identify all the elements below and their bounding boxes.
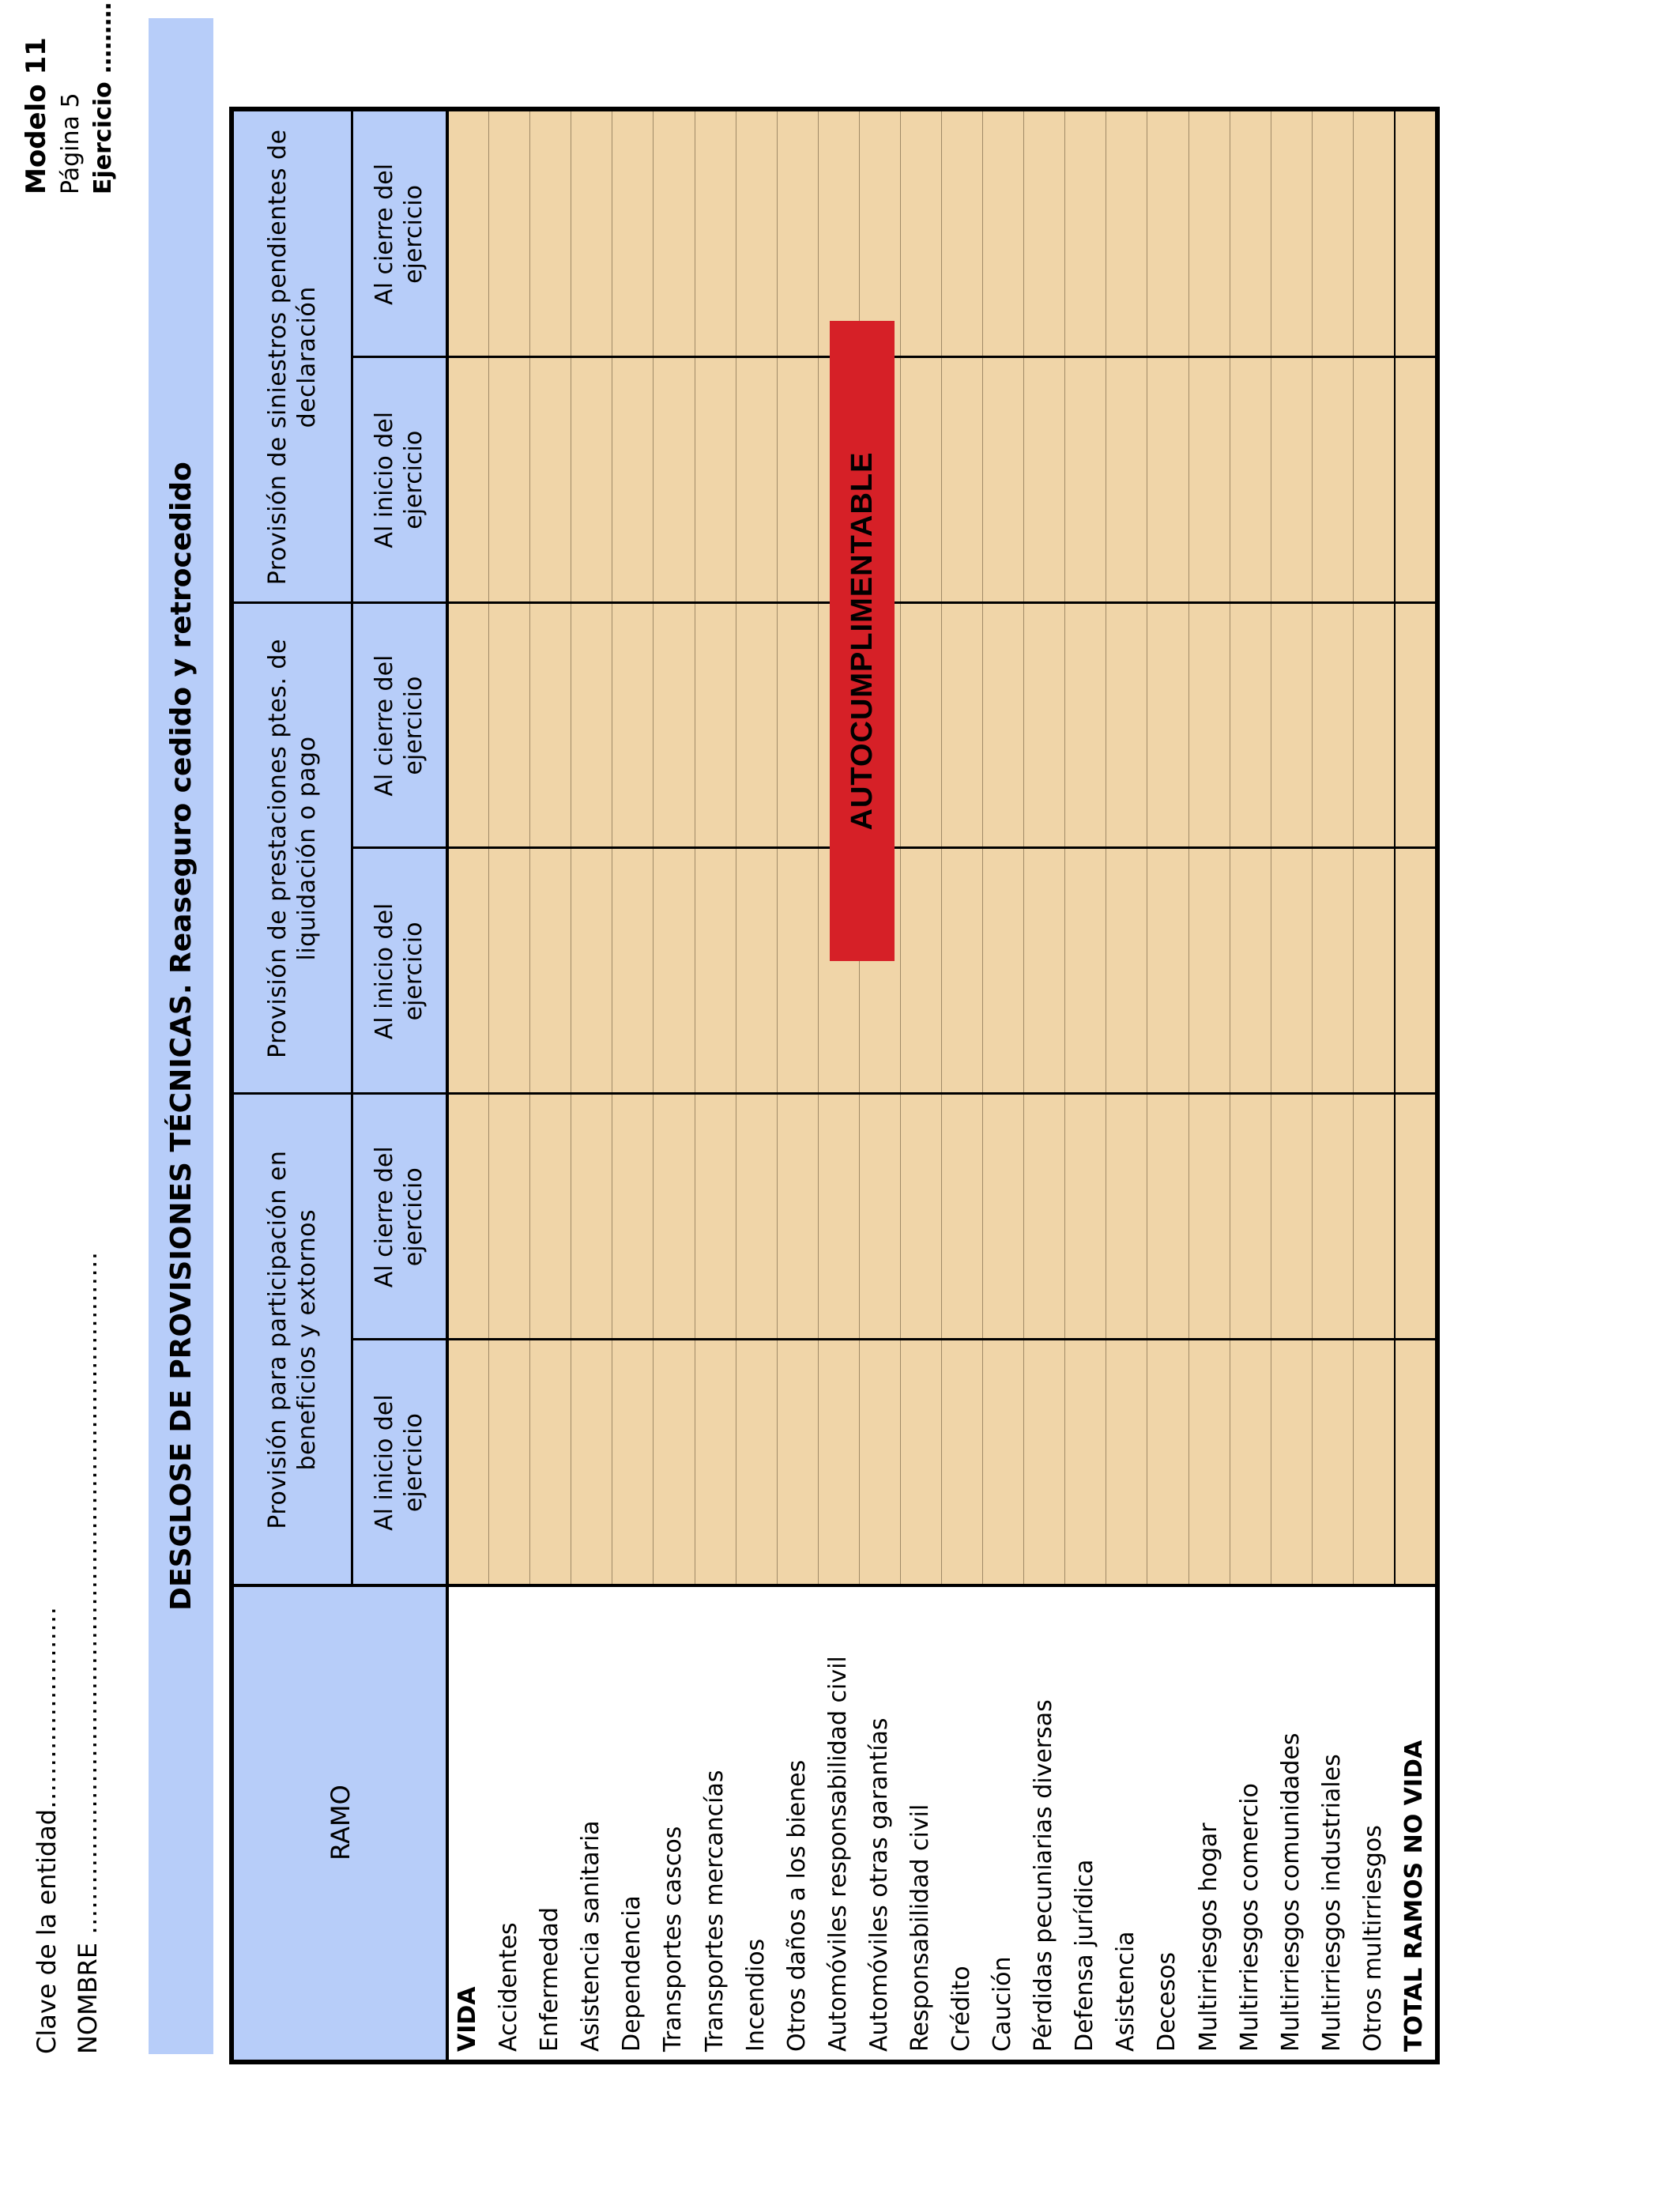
data-cell[interactable] bbox=[1064, 849, 1106, 1095]
row-label: Transportes cascos bbox=[659, 1826, 687, 2052]
data-cell[interactable] bbox=[777, 1094, 818, 1340]
data-cell[interactable] bbox=[529, 1094, 571, 1340]
sub-header: Al inicio del ejercicio bbox=[370, 1394, 428, 1531]
row-label: Decesos bbox=[1153, 1951, 1181, 2052]
row-label: TOTAL RAMOS NO VIDA bbox=[1399, 1740, 1428, 2052]
data-cell[interactable] bbox=[1188, 357, 1230, 603]
row-label: Enfermedad bbox=[536, 1907, 564, 2052]
data-cell[interactable] bbox=[1312, 603, 1353, 849]
data-cell[interactable] bbox=[1064, 603, 1106, 849]
data-cell[interactable] bbox=[447, 357, 488, 603]
data-cell[interactable] bbox=[1188, 111, 1230, 357]
data-cell[interactable] bbox=[612, 849, 653, 1095]
data-cell[interactable] bbox=[1230, 603, 1271, 849]
data-cell[interactable] bbox=[1353, 1340, 1394, 1585]
data-cell[interactable] bbox=[1271, 357, 1312, 603]
data-cell[interactable] bbox=[653, 849, 694, 1095]
data-cell[interactable] bbox=[1188, 849, 1230, 1095]
data-cell[interactable] bbox=[982, 1340, 1023, 1585]
data-cell[interactable] bbox=[1271, 111, 1312, 357]
data-cell[interactable] bbox=[941, 849, 982, 1095]
data-cell[interactable] bbox=[612, 1094, 653, 1340]
data-cell[interactable] bbox=[1353, 603, 1394, 849]
data-cell[interactable] bbox=[941, 603, 982, 849]
data-cell[interactable] bbox=[571, 849, 612, 1095]
data-cell[interactable] bbox=[1106, 1094, 1147, 1340]
data-cell[interactable] bbox=[1230, 1340, 1271, 1585]
data-cell[interactable] bbox=[1188, 1094, 1230, 1340]
data-cell[interactable] bbox=[695, 1340, 736, 1585]
data-cell[interactable] bbox=[1271, 603, 1312, 849]
data-cell[interactable] bbox=[1312, 1094, 1353, 1340]
data-cell[interactable] bbox=[1147, 849, 1188, 1095]
row-label: Transportes mercancías bbox=[700, 1770, 729, 2052]
data-cell[interactable] bbox=[447, 1094, 488, 1340]
data-cell[interactable] bbox=[653, 111, 694, 357]
data-cell[interactable] bbox=[571, 603, 612, 849]
data-cell[interactable] bbox=[777, 111, 818, 357]
data-cell[interactable] bbox=[1064, 111, 1106, 357]
data-cell[interactable] bbox=[1023, 357, 1064, 603]
data-cell[interactable] bbox=[1023, 1094, 1064, 1340]
data-cell[interactable] bbox=[900, 1094, 941, 1340]
data-cell[interactable] bbox=[1147, 1094, 1188, 1340]
data-cell[interactable] bbox=[818, 1094, 859, 1340]
data-cell[interactable] bbox=[1106, 603, 1147, 849]
data-cell[interactable] bbox=[1271, 1094, 1312, 1340]
data-cell[interactable] bbox=[736, 111, 777, 357]
data-cell[interactable] bbox=[900, 357, 941, 603]
data-cell[interactable] bbox=[488, 111, 529, 357]
data-cell[interactable] bbox=[1064, 1094, 1106, 1340]
clave-entidad-field[interactable]: Clave de la entidad…………………… bbox=[32, 1606, 62, 2054]
data-cell[interactable] bbox=[1188, 1340, 1230, 1585]
data-cell[interactable] bbox=[529, 849, 571, 1095]
row-label: Crédito bbox=[947, 1966, 976, 2052]
row-label: Automóviles responsabilidad civil bbox=[823, 1656, 852, 2052]
data-cell[interactable] bbox=[612, 603, 653, 849]
data-cell[interactable] bbox=[1353, 111, 1394, 357]
data-cell[interactable] bbox=[1394, 1094, 1435, 1340]
data-cell[interactable] bbox=[1394, 603, 1435, 849]
data-cell[interactable] bbox=[1230, 1094, 1271, 1340]
data-cell[interactable] bbox=[1106, 111, 1147, 357]
row-label: Multirriesgos comunidades bbox=[1276, 1732, 1305, 2052]
data-cell[interactable] bbox=[900, 1340, 941, 1585]
data-cell[interactable] bbox=[1312, 111, 1353, 357]
nombre-field[interactable]: NOMBRE ……………………………………………………………………… bbox=[73, 1251, 103, 2054]
row-label: Responsabilidad civil bbox=[906, 1804, 934, 2052]
row-label: Multirriesgos hogar bbox=[1194, 1823, 1222, 2052]
ramo-header: RAMO bbox=[326, 1785, 356, 1860]
row-label: Defensa jurídica bbox=[1071, 1859, 1099, 2052]
row-label: VIDA bbox=[454, 1986, 482, 2052]
data-cell[interactable] bbox=[571, 357, 612, 603]
data-cell[interactable] bbox=[1023, 1340, 1064, 1585]
data-cell[interactable] bbox=[1230, 357, 1271, 603]
page-meta bbox=[21, 2, 117, 194]
data-cell[interactable] bbox=[447, 1340, 488, 1585]
data-cell[interactable] bbox=[695, 849, 736, 1095]
sub-header: Al cierre del ejercicio bbox=[370, 163, 428, 305]
data-cell[interactable] bbox=[1147, 603, 1188, 849]
row-label: Multirriesgos industriales bbox=[1317, 1754, 1346, 2052]
row-label: Dependencia bbox=[618, 1895, 646, 2052]
row-label: Otros daños a los bienes bbox=[782, 1759, 811, 2052]
data-cell[interactable] bbox=[1023, 849, 1064, 1095]
data-cell[interactable] bbox=[1353, 1094, 1394, 1340]
data-cell[interactable] bbox=[1394, 357, 1435, 603]
data-cell[interactable] bbox=[571, 1340, 612, 1585]
group-header: Provisión para participación en beneficios y extornos bbox=[263, 1150, 321, 1529]
data-cell[interactable] bbox=[488, 603, 529, 849]
row-label: Pérdidas pecuniarias diversas bbox=[1030, 1699, 1058, 2052]
data-cell[interactable] bbox=[1312, 357, 1353, 603]
data-cell[interactable] bbox=[900, 603, 941, 849]
row-label: Accidentes bbox=[495, 1922, 523, 2052]
data-cell[interactable] bbox=[777, 357, 818, 603]
data-cell[interactable] bbox=[488, 1340, 529, 1585]
data-cell[interactable] bbox=[859, 1094, 900, 1340]
data-cell[interactable] bbox=[982, 603, 1023, 849]
data-cell[interactable] bbox=[1023, 111, 1064, 357]
data-cell[interactable] bbox=[1188, 603, 1230, 849]
data-cell[interactable] bbox=[488, 849, 529, 1095]
ejercicio-field[interactable]: Ejercicio ……… bbox=[89, 2, 117, 194]
sub-header: Al inicio del ejercicio bbox=[370, 903, 428, 1040]
data-cell[interactable] bbox=[736, 603, 777, 849]
row-label: Caución bbox=[989, 1956, 1017, 2052]
group-header: Provisión de prestaciones ptes. de liquidación o pago bbox=[263, 639, 321, 1058]
data-cell[interactable] bbox=[777, 603, 818, 849]
sub-header: Al inicio del ejercicio bbox=[370, 411, 428, 548]
data-cell[interactable] bbox=[1064, 357, 1106, 603]
group-header: Provisión de siniestros pendientes de declaración bbox=[263, 129, 321, 586]
data-cell[interactable] bbox=[1106, 357, 1147, 603]
data-cell[interactable] bbox=[1023, 603, 1064, 849]
data-cell[interactable] bbox=[1312, 849, 1353, 1095]
data-cell[interactable] bbox=[941, 1094, 982, 1340]
data-cell[interactable] bbox=[653, 357, 694, 603]
data-cell[interactable] bbox=[859, 1340, 900, 1585]
data-cell[interactable] bbox=[529, 111, 571, 357]
data-cell[interactable] bbox=[1312, 1340, 1353, 1585]
data-cell[interactable] bbox=[777, 1340, 818, 1585]
data-cell[interactable] bbox=[695, 357, 736, 603]
data-cell[interactable] bbox=[1394, 1340, 1435, 1585]
data-cell[interactable] bbox=[777, 849, 818, 1095]
data-cell[interactable] bbox=[695, 111, 736, 357]
data-cell[interactable] bbox=[1353, 849, 1394, 1095]
data-cell[interactable] bbox=[941, 357, 982, 603]
data-cell[interactable] bbox=[447, 603, 488, 849]
data-cell[interactable] bbox=[1230, 849, 1271, 1095]
data-cell[interactable] bbox=[612, 111, 653, 357]
row-label: Automóviles otras garantías bbox=[864, 1717, 893, 2052]
data-cell[interactable] bbox=[653, 1094, 694, 1340]
data-cell[interactable] bbox=[736, 849, 777, 1095]
data-cell[interactable] bbox=[695, 603, 736, 849]
row-label: Incendios bbox=[741, 1938, 770, 2052]
data-cell[interactable] bbox=[1147, 111, 1188, 357]
data-cell[interactable] bbox=[488, 357, 529, 603]
data-cell[interactable] bbox=[982, 111, 1023, 357]
data-cell[interactable] bbox=[941, 111, 982, 357]
data-cell[interactable] bbox=[612, 357, 653, 603]
data-cell[interactable] bbox=[982, 357, 1023, 603]
data-cell[interactable] bbox=[1147, 1340, 1188, 1585]
data-cell[interactable] bbox=[571, 111, 612, 357]
data-cell[interactable] bbox=[1147, 357, 1188, 603]
data-cell[interactable] bbox=[1106, 1340, 1147, 1585]
page-title: DESGLOSE DE PROVISIONES TÉCNICAS. Reaseguro cedido y retrocedido bbox=[149, 18, 213, 2054]
data-cell[interactable] bbox=[1064, 1340, 1106, 1585]
data-cell[interactable] bbox=[941, 1340, 982, 1585]
data-cell[interactable] bbox=[695, 1094, 736, 1340]
data-cell[interactable] bbox=[1394, 849, 1435, 1095]
data-cell[interactable] bbox=[736, 357, 777, 603]
sub-header: Al cierre del ejercicio bbox=[370, 654, 428, 797]
data-cell[interactable] bbox=[529, 603, 571, 849]
data-cell[interactable] bbox=[447, 849, 488, 1095]
row-label: Asistencia bbox=[1112, 1931, 1140, 2052]
modelo-label: Modelo 11 bbox=[21, 37, 52, 194]
row-label: Otros multirriesgos bbox=[1358, 1825, 1387, 2052]
data-cell[interactable] bbox=[1394, 111, 1435, 357]
data-cell[interactable] bbox=[818, 1340, 859, 1585]
data-cell[interactable] bbox=[571, 1094, 612, 1340]
data-cell[interactable] bbox=[1271, 1340, 1312, 1585]
data-cell[interactable] bbox=[653, 603, 694, 849]
data-cell[interactable] bbox=[1271, 849, 1312, 1095]
row-label: Asistencia sanitaria bbox=[577, 1820, 605, 2052]
data-cell[interactable] bbox=[1106, 849, 1147, 1095]
sub-header: Al cierre del ejercicio bbox=[370, 1146, 428, 1288]
data-cell[interactable] bbox=[982, 849, 1023, 1095]
data-cell[interactable] bbox=[982, 1094, 1023, 1340]
data-cell[interactable] bbox=[900, 111, 941, 357]
data-cell[interactable] bbox=[612, 1340, 653, 1585]
row-label: Multirriesgos comercio bbox=[1235, 1783, 1264, 2052]
autocumplimentable-stamp: AUTOCUMPLIMENTABLE bbox=[830, 321, 895, 961]
data-cell[interactable] bbox=[736, 1094, 777, 1340]
data-cell[interactable] bbox=[736, 1340, 777, 1585]
data-cell[interactable] bbox=[900, 849, 941, 1095]
pagina-label: Página 5 bbox=[57, 92, 85, 194]
data-cell[interactable] bbox=[447, 111, 488, 357]
data-cell[interactable] bbox=[1230, 111, 1271, 357]
data-cell[interactable] bbox=[1353, 357, 1394, 603]
data-cell[interactable] bbox=[653, 1340, 694, 1585]
data-cell[interactable] bbox=[488, 1094, 529, 1340]
data-cell[interactable] bbox=[529, 1340, 571, 1585]
data-cell[interactable] bbox=[529, 357, 571, 603]
